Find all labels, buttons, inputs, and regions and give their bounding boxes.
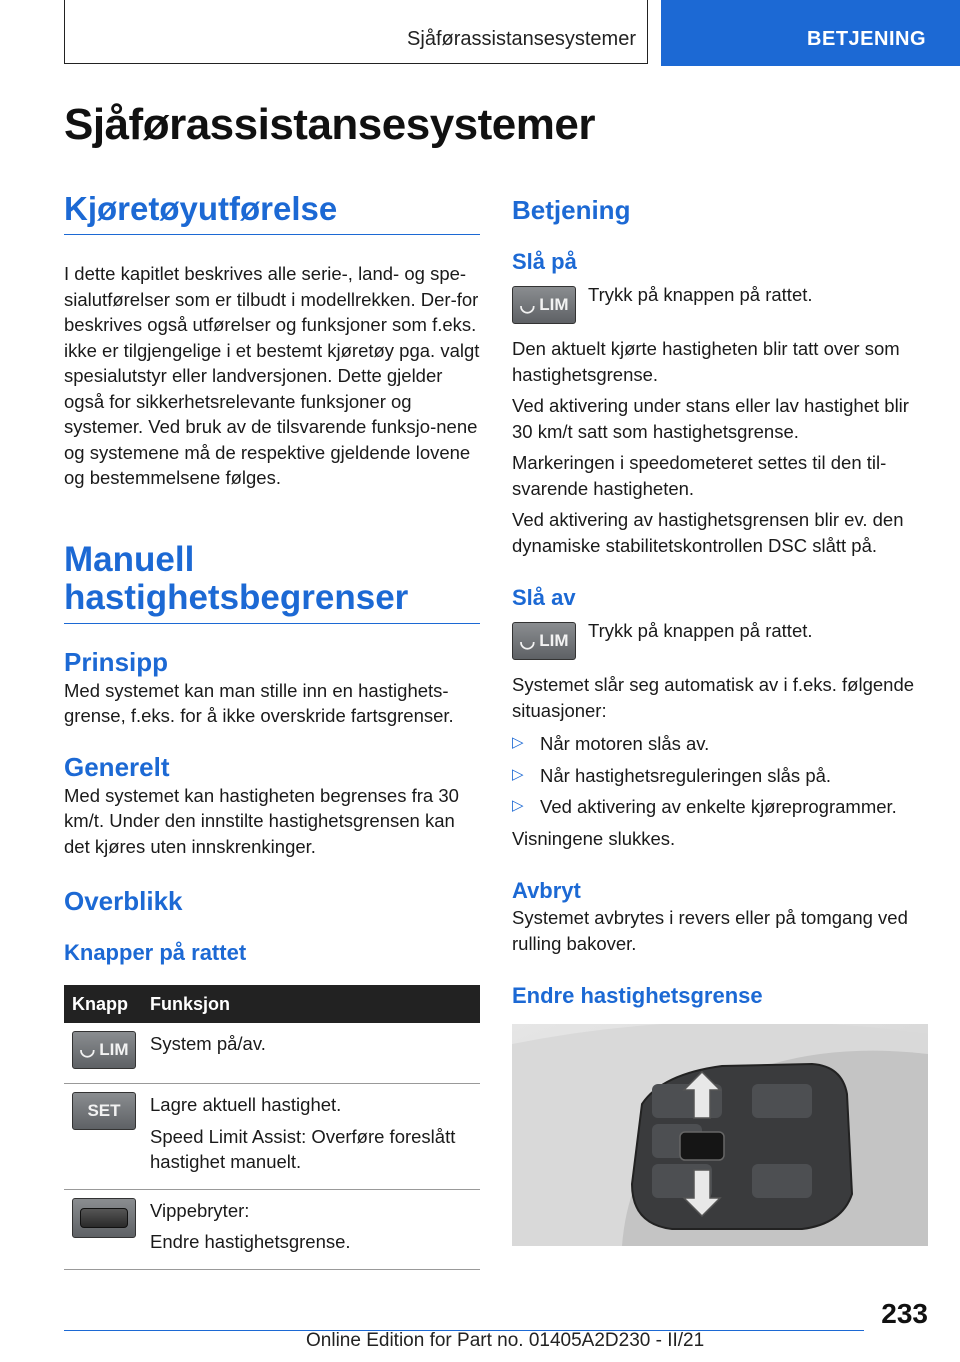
heading-knapper: Knapper på rattet xyxy=(64,940,247,965)
kjoretoy-paragraph: I dette kapitlet beskrives alle serie-, land- og spe-sialutførelser som er tilbudt i modellrekken. Der-for beskrives også utførelser og funksjoner som f.eks. ikke er tilgjengelige i et bestemt kjøretøy pga. valgt spesialutstyr eller landversjonen. Dette gjelder også for sikkerhetsrelevante funksjoner og systemer. Ved bruk av de tilsvarende funksjo-nene og systemene må de respektive gjeldende lovene og bestemmelsene følges. xyxy=(64,263,480,488)
table-row xyxy=(64,1189,480,1269)
row2-line1: Lagre aktuell hastighet. xyxy=(150,1094,342,1115)
list-item: ▷ Når motoren slås av. xyxy=(512,731,928,757)
slaa-av-row xyxy=(512,622,928,660)
table-header-knapp: Knapp xyxy=(64,985,142,1023)
right-column xyxy=(512,190,928,1246)
list-item: ▷ Når hastighetsreguleringen slås på. xyxy=(512,763,928,789)
footer-edition: Online Edition for Part no. 01405A2D230 - II/21 xyxy=(306,1330,705,1351)
heading-overblikk: Overblikk xyxy=(64,886,183,916)
heading-avbryt: Avbryt xyxy=(512,878,581,903)
generelt-paragraph: Med systemet kan hastigheten begrenses fra 30 km/t. Under den innstilte hastighetsgrensen kan det kjøres uten innskrenkinger. xyxy=(64,784,459,857)
table-header-funksjon: Funksjon xyxy=(142,985,480,1023)
slaa-paa-p4: Markeringen i speedometeret settes til den til-svarende hastigheten. xyxy=(512,452,887,499)
triangle-bullet-icon: ▷ xyxy=(512,797,524,814)
lim-button-icon: ◡ LIM xyxy=(72,1031,136,1069)
slaa-av-instruction: Trykk på knappen på rattet. xyxy=(588,620,813,641)
header-tab xyxy=(661,0,960,66)
triangle-bullet-icon: ▷ xyxy=(512,765,524,783)
heading-slaa-paa: Slå på xyxy=(512,249,577,274)
table-cell-row1: System på/av. xyxy=(142,1023,480,1084)
slaa-paa-instruction: Trykk på knappen på rattet. xyxy=(588,284,813,305)
set-button-icon: SET xyxy=(72,1092,136,1130)
heading-kjoretoyutforelse: Kjøretøyutførelse xyxy=(64,190,480,235)
avbryt-paragraph: Systemet avbrytes i revers eller på tomgang ved rulling bakover. xyxy=(512,907,908,954)
heading-slaa-av: Slå av xyxy=(512,585,576,610)
page-title: Sjåførassistansesystemer xyxy=(64,100,595,149)
slaa-paa-p2: Den aktuelt kjørte hastigheten blir tatt over som hastighetsgrense. xyxy=(512,338,900,385)
table-cell-row2 xyxy=(142,1084,480,1190)
row3-line1: Vippebryter: xyxy=(150,1199,250,1221)
heading-manuell-line1: Manuell xyxy=(64,539,195,579)
list-item: ▷ Ved aktivering av enkelte kjøreprogrammer. xyxy=(512,794,928,820)
slaa-paa-p5: Ved aktivering av hastighetsgrensen blir ev. den dynamiske stabilitetskontrollen DSC slått på. xyxy=(512,509,904,556)
rocker-switch-icon xyxy=(72,1198,136,1238)
steering-wheel-illustration xyxy=(512,1024,928,1246)
table-header-row xyxy=(64,985,480,1023)
lim-button-icon: ◡ LIM xyxy=(512,622,576,660)
slaa-paa-row xyxy=(512,286,928,324)
lim-button-icon: ◡ LIM xyxy=(512,286,576,324)
table-row xyxy=(64,1084,480,1190)
button-table xyxy=(64,985,480,1270)
heading-manuell xyxy=(64,541,480,624)
visning-paragraph: Visningene slukkes. xyxy=(512,827,676,849)
slaa-paa-p3: Ved aktivering under stans eller lav hastighet blir 30 km/t satt som hastighetsgrense. xyxy=(512,395,909,442)
table-cell-row3 xyxy=(142,1189,480,1269)
header-section-title: Sjåførassistansesystemer xyxy=(407,28,636,50)
header-tab-label: BETJENING xyxy=(807,28,926,50)
left-column xyxy=(64,190,480,1270)
row3-line2: Endre hastighetsgrense. xyxy=(150,1231,351,1252)
row2-line2: Speed Limit Assist: Overføre foreslått hastighet manuelt. xyxy=(150,1125,456,1172)
slaa-av-p2: Systemet slår seg automatisk av i f.eks. følgende situasjoner: xyxy=(512,674,915,721)
table-row xyxy=(64,1023,480,1084)
triangle-bullet-icon: ▷ xyxy=(512,734,524,751)
heading-generelt: Generelt xyxy=(64,751,170,782)
heading-betjening: Betjening xyxy=(512,195,631,225)
page-number: 233 xyxy=(881,1298,928,1329)
heading-manuell-line2: hastighetsbegrenser xyxy=(64,577,409,617)
prinsipp-paragraph: Med systemet kan man stille inn en hastighets-grense, f.eks. for å ikke overskride fartsgrenser. xyxy=(64,679,454,726)
heading-endre: Endre hastighetsgrense xyxy=(512,983,763,1008)
heading-prinsipp: Prinsipp xyxy=(64,646,169,677)
